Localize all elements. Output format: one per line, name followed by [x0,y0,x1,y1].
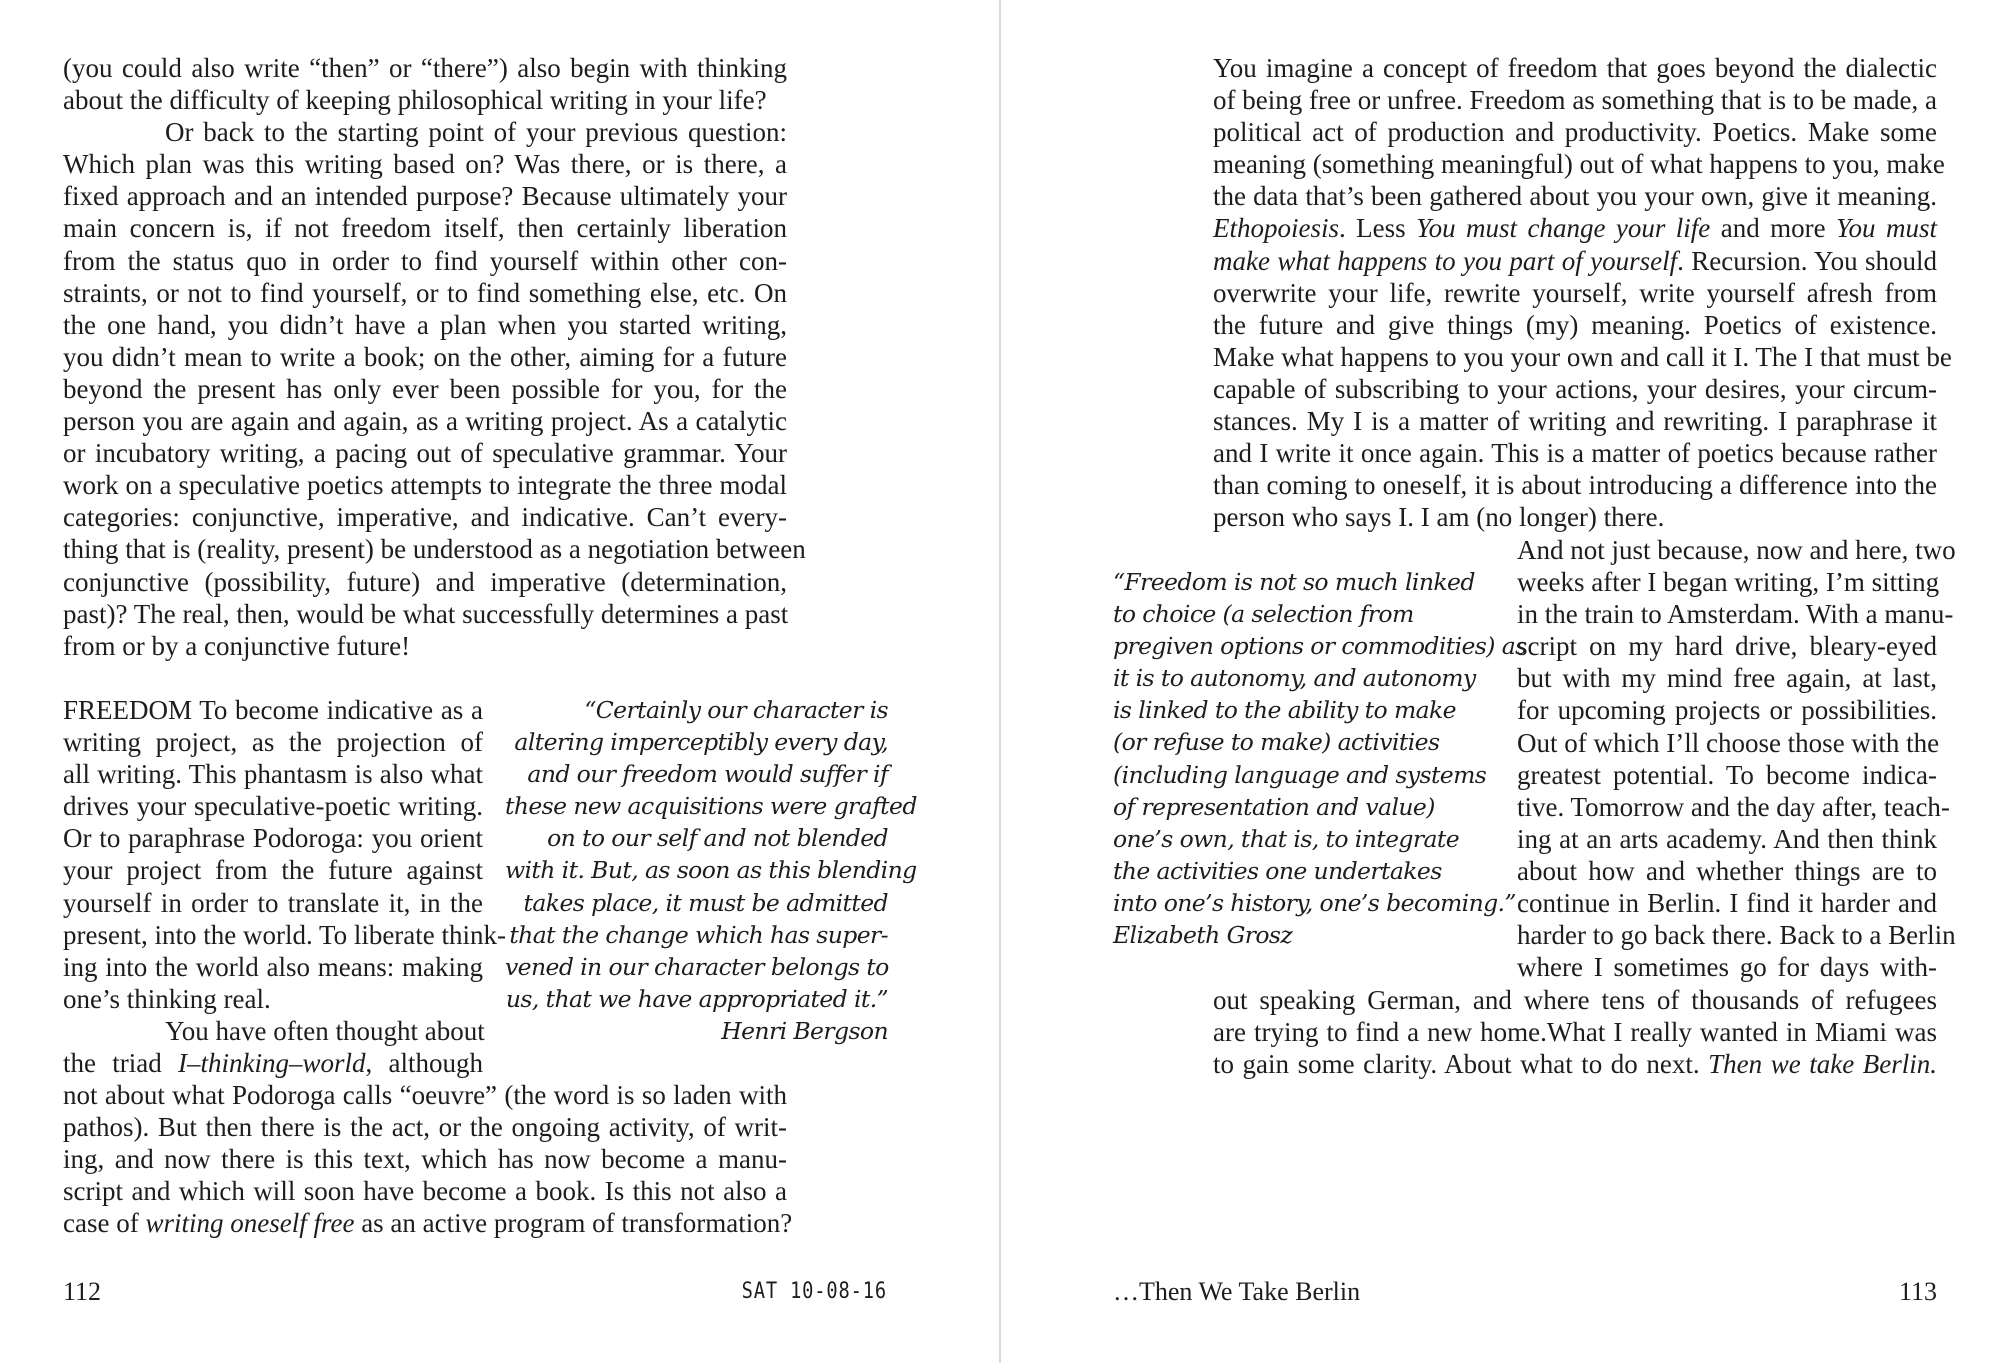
text-line: are trying to find a new home.What I really wanted in Miami was [1213,1017,1937,1048]
text-line: person you are again and again, as a writing project. As a catalytic [63,406,787,437]
text-line: or incubatory writing, a pacing out of speculative grammar. Your [63,438,787,469]
text-line: political act of production and productivity. Poetics. Make some [1213,117,1937,148]
closing-paragraph [63,1079,793,1239]
text-line: fixed approach and an intended purpose? Because ultimately your [63,181,787,212]
italic-phrase: writing oneself free [145,1208,355,1239]
text-line: greatest potential. To become indica- [1517,759,1937,790]
text-line: Make what happens to you your own and call it I. The I that must be [1213,341,1952,372]
quote-line: and our freedom would suffer if [527,760,888,789]
text-line: in the train to Amsterdam. With a manu- [1517,599,1954,630]
quote-line: these new acquisitions were grafted [505,792,917,821]
text-line: capable of subscribing to your actions, your desires, your circum- [1213,373,1937,404]
text-run: to gain some clarity. About what to do next. [1213,1049,1709,1080]
quote-line: (or refuse to make) activities [1113,728,1440,757]
quote-line: the activities one undertakes [1113,856,1442,885]
quote-attribution: Henri Bergson [721,1016,888,1045]
grosz-quote [1113,566,1527,951]
left-intro-paragraph [63,52,806,662]
text-line: about how and whether things are to [1517,855,1937,886]
text-line: script and which will soon have become a book. Is this not also a [63,1176,787,1207]
quote-attribution: Elizabeth Grosz [1113,921,1293,950]
text-line: Or to paraphrase Podoroga: you orient [63,823,483,854]
quote-line: “Certainly our character is [584,696,888,724]
text-line: the future and give things (my) meaning. Poetics of existence. [1213,309,1937,340]
italic-phrase: Then we take Berlin. [1708,1049,1937,1080]
italic-term: I–thinking–world [177,1048,366,1079]
right-main-paragraph [1213,52,1952,533]
text-line: work on a speculative poetics attempts to integrate the three modal [63,470,787,501]
text-line: You have often thought about [165,1015,485,1046]
text-line: FREEDOM To become indicative as a [63,695,483,725]
quote-line: with it. But, as soon as this blending [505,856,917,885]
quote-line: vened in our character belongs to [505,952,889,981]
text-line: Which plan was this writing based on? Was there, or is there, a [63,149,787,180]
text-line: stances. My I is a matter of writing and rewriting. I paraphrase it [1213,406,1937,437]
text-line: out speaking German, and where tens of thousands of refugees [1213,985,1937,1015]
quote-line: us, that we have appropriated it.” [505,984,888,1013]
text-run: , although [365,1048,483,1079]
quote-line: one’s own, that is, to integrate [1113,824,1460,853]
text-line: not about what Podoroga calls “oeuvre” (the word is so laden with [63,1080,787,1110]
text-line: past)? The real, then, would be what successfully determines a past [63,598,789,629]
text-run: . Less [1339,213,1417,244]
text-line: where I sometimes go for days with- [1517,952,1937,983]
text-line: conjunctive (possibility, future) and imperative (determination, [63,566,787,597]
quote-line: is linked to the ability to make [1113,696,1456,725]
text-line [1213,245,1937,277]
quote-line: “Freedom is not so much linked [1113,568,1475,596]
text-line: beyond the present has only ever been possible for you, for the [63,373,787,404]
italic-phrase: make what happens to you part of yourself [1213,245,1678,276]
text-run: the triad [63,1048,178,1079]
text-line: main concern is, if not freedom itself, then certainly liberation [63,213,787,244]
text-line: from the status quo in order to find yourself within other con- [63,245,787,276]
text-line: Or back to the starting point of your previous question: [165,117,787,148]
text-line: pathos). But then there is the act, or the ongoing activity, of writ- [63,1112,787,1143]
text-line: from or by a conjunctive future! [63,630,411,661]
quote-line: into one’s history, one’s becoming.” [1113,888,1516,917]
text-line: your project from the future against [63,855,483,886]
text-line [1213,1048,1937,1080]
quote-line: to choice (a selection from [1113,600,1414,629]
running-head-date: SAT 10-08-16 [741,1279,887,1304]
text-line: continue in Berlin. I find it harder and [1517,888,1937,919]
right-narrow-paragraph [1517,534,1956,983]
quote-line: that the change which has super- [509,920,888,949]
text-line: weeks after I began writing, I’m sitting [1517,567,1940,598]
page-number-left: 112 [63,1277,102,1306]
italic-phrase: You must change your life [1416,213,1711,244]
text-run: as an active program of transformation? [354,1208,793,1239]
text-line: overwrite your life, rewrite yourself, write yourself afresh from [1213,277,1937,308]
text-line: writing project, as the projection of [63,727,483,758]
bergson-quote [505,694,917,1047]
text-run: and more [1710,213,1837,244]
freedom-section [63,694,507,1079]
text-line: drives your speculative-poetic writing. [63,791,483,822]
text-line: harder to go back there. Back to a Berlin [1517,920,1956,951]
text-line: all writing. This phantasm is also what [63,759,483,790]
text-line: ing at an arts academy. And then think [1517,823,1937,854]
quote-line: pregiven options or commodities) as [1113,632,1527,661]
page-number-right: 113 [1898,1277,1937,1306]
text-line [1213,212,1937,244]
text-line: ing, and now there is this text, which has now become a manu- [63,1144,787,1175]
text-line: script on my hard drive, bleary-eyed [1517,631,1937,662]
text-line: categories: conjunctive, imperative, and indicative. Can’t every- [63,502,787,533]
text-line: And not just because, now and here, two [1517,535,1956,565]
right-end-paragraph [1213,984,1937,1080]
text-line: straints, or not to find yourself, or to find something else, etc. On [63,277,787,308]
quote-line: on to our self and not blended [547,824,888,853]
text-line: Out of which I’ll choose those with the [1517,727,1940,758]
text-line: you didn’t mean to write a book; on the other, aiming for a future [63,341,787,372]
quote-line: it is to autonomy, and autonomy [1113,664,1476,693]
right-page [1001,0,2000,1363]
text-line: tive. Tomorrow and the day after, teach- [1517,791,1950,822]
quote-line: takes place, it must be admitted [523,888,888,917]
text-line [63,1047,483,1079]
text-line: yourself in order to translate it, in the [63,887,483,918]
quote-line: altering imperceptibly every day, [514,728,888,757]
text-line: about the difficulty of keeping philosophical writing in your life? [63,85,767,116]
running-head-title: …Then We Take Berlin [1113,1277,1361,1306]
text-line: for upcoming projects or possibilities. [1517,695,1937,726]
text-line: present, into the world. To liberate think- [63,919,507,950]
italic-term: Ethopoiesis [1213,213,1339,244]
text-line: the one hand, you didn’t have a plan when you started writing, [63,309,787,340]
text-line: than coming to oneself, it is about introducing a difference into the [1213,470,1937,501]
text-line: thing that is (reality, present) be understood as a negotiation between [63,534,806,565]
text-line: (you could also write “then” or “there”) also begin with thinking [63,53,787,83]
text-line: person who says I. I am (no longer) there. [1213,502,1665,533]
text-line [63,1207,793,1239]
text-line: You imagine a concept of freedom that goes beyond the dialectic [1213,53,1937,83]
quote-line: of representation and value) [1113,792,1435,821]
italic-phrase: You must [1836,213,1937,244]
text-line: and I write it once again. This is a matter of poetics because rather [1213,438,1937,469]
quote-line: (including language and systems [1113,760,1487,789]
text-run: . Recursion. You should [1677,245,1938,276]
text-line: of being free or unfree. Freedom as something that is to be made, a [1213,85,1937,116]
text-line: one’s thinking real. [63,983,271,1014]
text-run: case of [63,1208,146,1239]
text-line: meaning (something meaningful) out of what happens to you, make [1213,149,1945,180]
text-line: ing into the world also means: making [63,951,483,982]
text-line: but with my mind free again, at last, [1517,663,1937,694]
text-line: the data that’s been gathered about you your own, give it meaning. [1213,181,1937,212]
